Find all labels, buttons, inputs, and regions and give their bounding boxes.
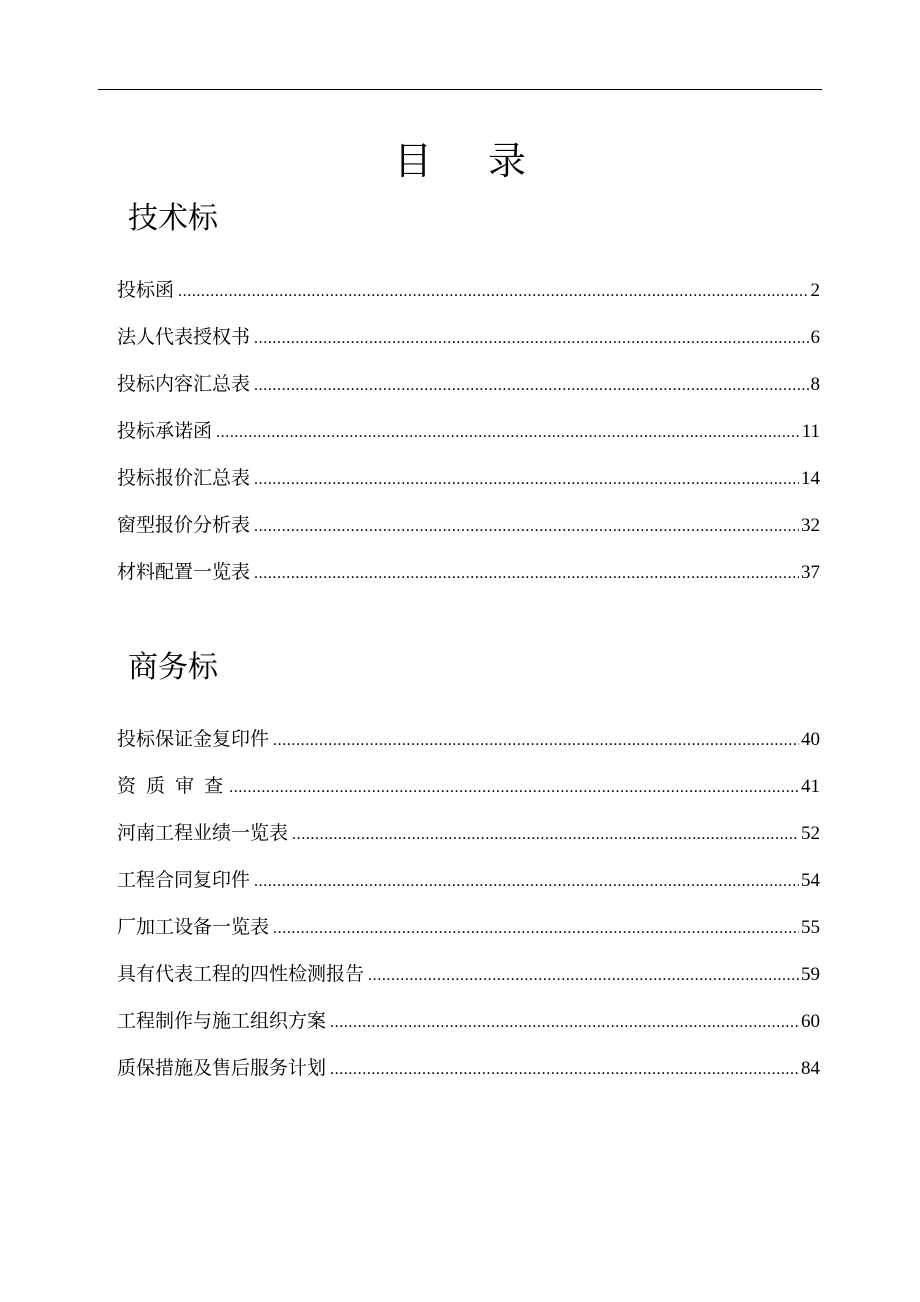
toc-list-technical xyxy=(117,277,820,606)
toc-dot-leader xyxy=(368,963,799,989)
toc-entry[interactable] xyxy=(117,559,820,606)
toc-entry-page: 84 xyxy=(801,1058,820,1079)
toc-list-commercial xyxy=(117,726,820,1102)
toc-entry-page: 11 xyxy=(801,421,820,442)
toc-dot-leader xyxy=(229,775,799,801)
toc-entry-label: 质保措施及售后服务计划 xyxy=(117,1057,327,1079)
toc-dot-leader xyxy=(178,279,808,305)
toc-entry[interactable] xyxy=(117,371,820,418)
title-char-2: 录 xyxy=(488,139,527,183)
toc-entry[interactable] xyxy=(117,465,820,512)
toc-entry-label: 具有代表工程的四性检测报告 xyxy=(117,963,365,985)
toc-entry[interactable] xyxy=(117,1008,820,1055)
toc-entry[interactable] xyxy=(117,324,820,371)
toc-entry-page: 60 xyxy=(801,1011,820,1032)
toc-entry[interactable] xyxy=(117,1055,820,1102)
toc-entry[interactable] xyxy=(117,867,820,914)
toc-entry-page: 37 xyxy=(801,562,820,583)
toc-dot-leader xyxy=(254,373,808,399)
toc-entry[interactable] xyxy=(117,726,820,773)
toc-entry-label: 资 质 审 查 xyxy=(117,775,226,797)
toc-entry-label: 窗型报价分析表 xyxy=(117,514,251,536)
toc-entry-label: 工程制作与施工组织方案 xyxy=(117,1010,327,1032)
toc-entry-label: 投标函 xyxy=(117,279,175,301)
toc-entry-page: 54 xyxy=(801,870,820,891)
toc-entry-page: 52 xyxy=(801,823,820,844)
toc-entry-label: 投标报价汇总表 xyxy=(117,467,251,489)
toc-entry-page: 32 xyxy=(801,515,820,536)
toc-entry[interactable] xyxy=(117,773,820,820)
toc-entry-page: 40 xyxy=(801,729,820,750)
toc-entry-page: 8 xyxy=(810,374,820,395)
toc-dot-leader xyxy=(254,869,799,895)
header-rule xyxy=(98,89,822,90)
toc-dot-leader xyxy=(330,1010,799,1036)
page-title xyxy=(0,136,920,186)
toc-dot-leader xyxy=(216,420,800,446)
toc-dot-leader xyxy=(330,1057,799,1083)
toc-entry-page: 55 xyxy=(801,917,820,938)
toc-entry[interactable] xyxy=(117,418,820,465)
toc-entry[interactable] xyxy=(117,961,820,1008)
toc-dot-leader xyxy=(254,326,808,352)
toc-entry-label: 投标保证金复印件 xyxy=(117,728,270,750)
toc-dot-leader xyxy=(273,916,799,942)
toc-entry[interactable] xyxy=(117,277,820,324)
toc-dot-leader xyxy=(292,822,799,848)
title-char-1: 目 xyxy=(393,139,432,183)
toc-entry[interactable] xyxy=(117,512,820,559)
toc-entry-label: 法人代表授权书 xyxy=(117,326,251,348)
toc-entry-label: 厂加工设备一览表 xyxy=(117,916,270,938)
toc-dot-leader xyxy=(273,728,799,754)
toc-entry[interactable] xyxy=(117,820,820,867)
toc-dot-leader xyxy=(254,467,799,493)
toc-entry-label: 河南工程业绩一览表 xyxy=(117,822,289,844)
section-heading-commercial: 商务标 xyxy=(128,650,218,685)
toc-dot-leader xyxy=(254,561,799,587)
toc-entry-page: 59 xyxy=(801,964,820,985)
toc-entry[interactable] xyxy=(117,914,820,961)
toc-entry-page: 2 xyxy=(810,280,820,301)
toc-entry-label: 工程合同复印件 xyxy=(117,869,251,891)
toc-entry-page: 14 xyxy=(801,468,820,489)
section-heading-technical: 技术标 xyxy=(128,201,218,236)
toc-dot-leader xyxy=(254,514,799,540)
toc-entry-label: 投标承诺函 xyxy=(117,420,213,442)
toc-entry-page: 6 xyxy=(810,327,820,348)
toc-entry-page: 41 xyxy=(801,776,820,797)
toc-entry-label: 材料配置一览表 xyxy=(117,561,251,583)
toc-entry-label: 投标内容汇总表 xyxy=(117,373,251,395)
